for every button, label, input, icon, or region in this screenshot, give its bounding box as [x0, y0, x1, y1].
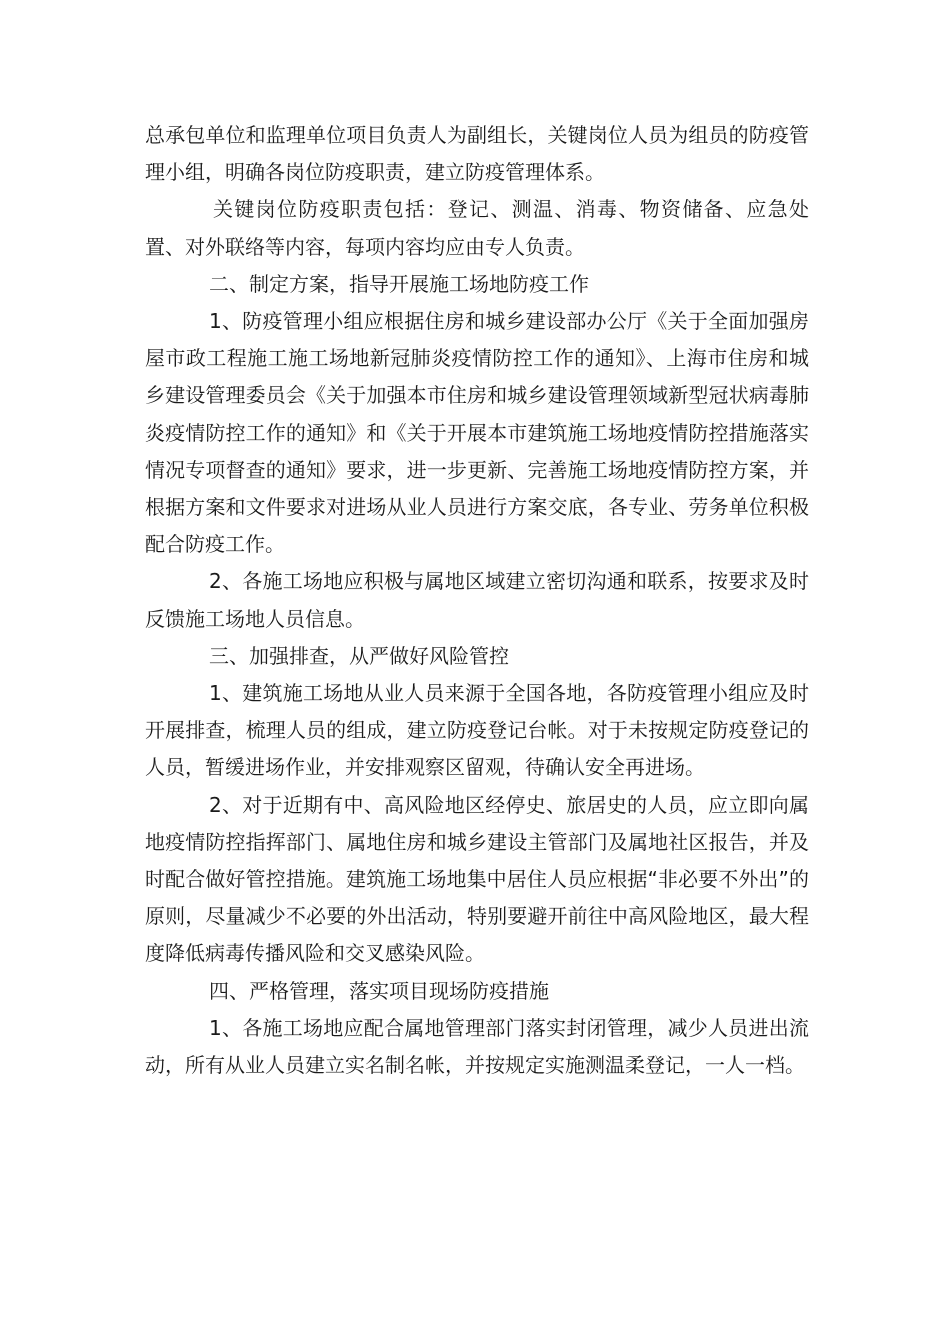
paragraph-continuation: 总承包单位和监理单位项目负责人为副组长，关键岗位人员为组员的防疫管理小组，明确各岗位防疫职责，建立防疫管理体系。 [145, 123, 809, 185]
paragraph-3-1: 1、建筑施工场地从业人员来源于全国各地，各防疫管理小组应及时开展排查，梳理人员的组成，建立防疫登记台帐。对于未按规定防疫登记的人员，暂缓进场作业，并安排观察区留观，待确认安全再进场。 [145, 681, 809, 780]
section-heading-3: 三、加强排查，从严做好风险管控 [209, 643, 509, 668]
paragraph-4-1: 1、各施工场地应配合属地管理部门落实封闭管理，减少人员进出流动，所有从业人员建立实名制名帐，并按规定实施测温柔登记，一人一档。 [145, 1015, 809, 1078]
paragraph-3-2: 2、对于近期有中、高风险地区经停史、旅居史的人员，应立即向属地疫情防控指挥部门、属地住房和城乡建设主管部门及属地社区报告，并及时配合做好管控措施。建筑施工场地集中居住人员应根据“非必要不外出”的原则，尽量减少不必要的外出活动，特别要避开前往中高风险地区，最大程度降低病毒传播风险和交叉感染风险。 [145, 792, 809, 966]
section-heading-4: 四、严格管理，落实项目现场防疫措施 [209, 978, 549, 1003]
paragraph-2-1: 1、防疫管理小组应根据住房和城乡建设部办公厅《关于全面加强房屋市政工程施工施工场地新冠肺炎疫情防控工作的通知》、上海市住房和城乡建设管理委员会《关于加强本市住房和城乡建设管理领域新型冠状病毒肺炎疫情防控工作的通知》和《关于开展本市建筑施工场地疫情防控措施落实情况专项督查的通知》要求，进一步更新、完善施工场地疫情防控方案，并根据方案和文件要求对进场从业人员进行方案交底，各专业、劳务单位积极配合防疫工作。 [145, 309, 809, 557]
document-page [145, 117, 809, 1084]
paragraph-2-2: 2、各施工场地应积极与属地区域建立密切沟通和联系，按要求及时反馈施工场地人员信息。 [145, 569, 809, 631]
paragraph-key-duties: 关键岗位防疫职责包括：登记、测温、消毒、物资储备、应急处置、对外联络等内容，每项内容均应由专人负责。 [145, 197, 809, 259]
section-heading-2: 二、制定方案，指导开展施工场地防疫工作 [209, 271, 589, 296]
